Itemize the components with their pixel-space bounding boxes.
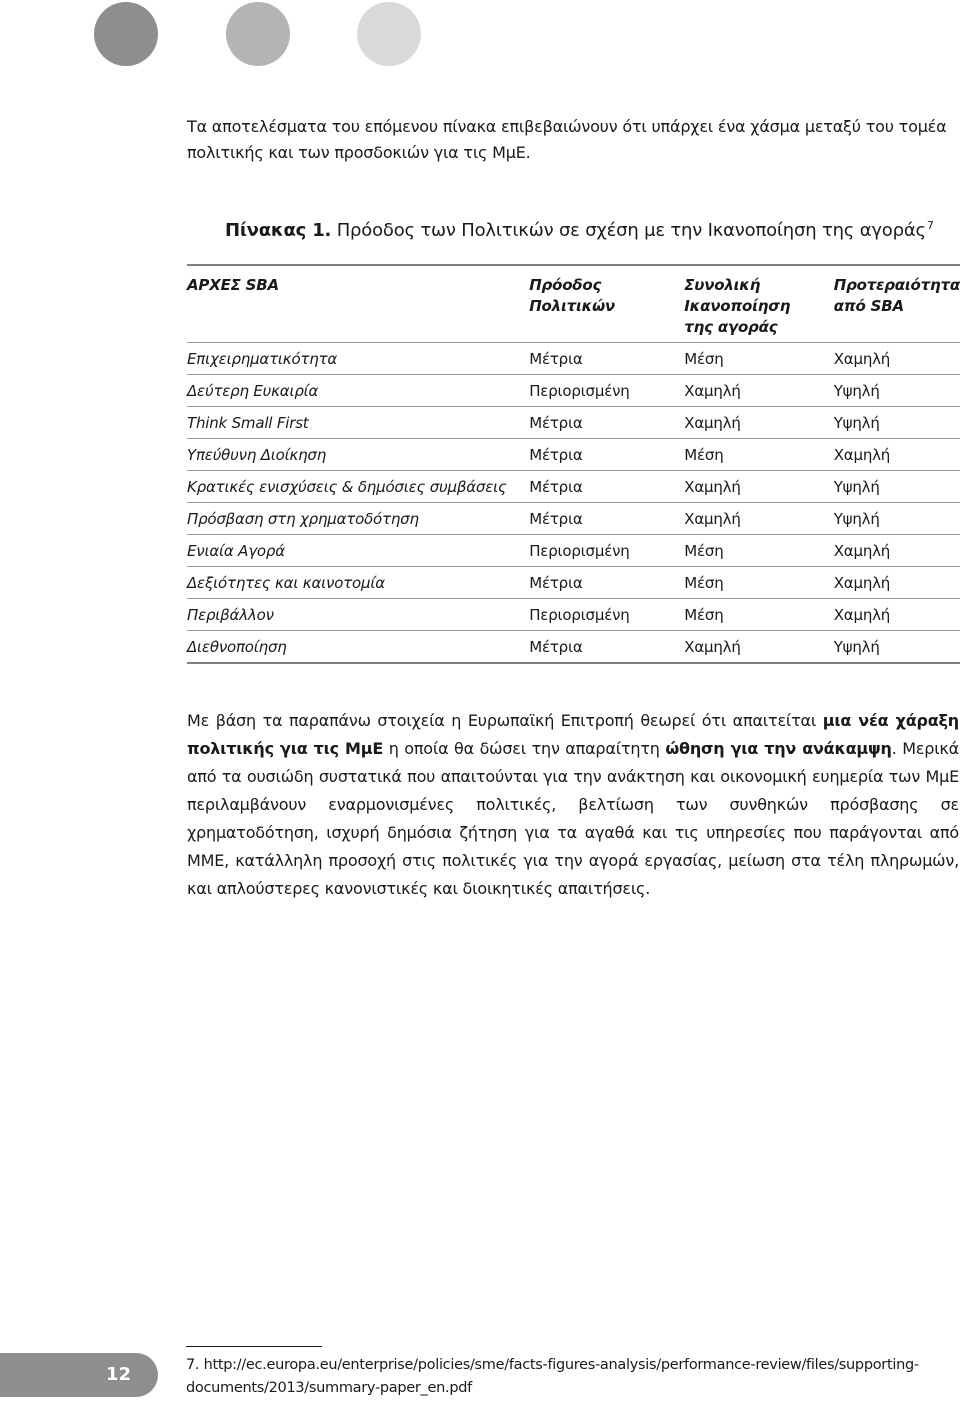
cell-sba-priority: Υψηλή bbox=[833, 509, 880, 528]
cell-sba-principle: Περιβάλλον bbox=[187, 605, 274, 624]
header-line: από SBA bbox=[833, 297, 904, 315]
table-row bbox=[187, 471, 960, 503]
footnote-divider bbox=[186, 1346, 322, 1347]
cell-sba-principle: Δεύτερη Ευκαιρία bbox=[187, 381, 319, 400]
header-line: Πρόοδος bbox=[529, 276, 602, 294]
table-row bbox=[187, 439, 960, 471]
cell-policy-progress: Μέτρια bbox=[529, 477, 583, 496]
footnote-number: 7. bbox=[186, 1357, 200, 1373]
cell-sba-priority: Χαμηλή bbox=[833, 573, 891, 592]
cell-sba-principle: Πρόσβαση στη χρηματοδότηση bbox=[187, 509, 419, 528]
cell-market-satisfaction: Μέση bbox=[684, 573, 724, 592]
table-body bbox=[187, 343, 960, 664]
cell-sba-priority: Υψηλή bbox=[833, 477, 880, 496]
sba-progress-table bbox=[187, 264, 960, 664]
header-market-satisfaction bbox=[684, 265, 833, 343]
page-number-tab bbox=[0, 1353, 158, 1397]
body-text-part: η οποία θα δώσει την απαραίτητη bbox=[383, 739, 666, 758]
header-line: ΑΡΧΕΣ SBA bbox=[187, 276, 279, 294]
intro-paragraph: Τα αποτελέσματα του επόμενου πίνακα επιβεβαιώνουν ότι υπάρχει ένα χάσμα μεταξύ του τομέα πολιτικής και των προσδοκιών για τις ΜμΕ. bbox=[187, 117, 947, 162]
table-row bbox=[187, 343, 960, 375]
cell-market-satisfaction: Μέση bbox=[684, 445, 724, 464]
header-sba-priority bbox=[834, 265, 960, 343]
table-row bbox=[187, 535, 960, 567]
footnote bbox=[186, 1354, 960, 1400]
body-emphasis-recovery-boost: ώθηση για την ανάκαμψη bbox=[665, 739, 892, 758]
cell-sba-priority: Χαμηλή bbox=[833, 605, 891, 624]
body-emphasis-new-policy: μια νέα χάραξη πολιτικής για τις ΜμΕ bbox=[187, 711, 959, 758]
cell-market-satisfaction: Χαμηλή bbox=[684, 477, 741, 496]
cell-policy-progress: Μέτρια bbox=[529, 349, 583, 368]
cell-policy-progress: Περιορισμένη bbox=[529, 541, 630, 560]
header-line: της αγοράς bbox=[684, 318, 778, 336]
cell-policy-progress: Μέτρια bbox=[529, 445, 583, 464]
cell-market-satisfaction: Χαμηλή bbox=[684, 413, 741, 432]
cell-sba-principle: Ενιαία Αγορά bbox=[187, 541, 285, 560]
cell-policy-progress: Μέτρια bbox=[529, 637, 583, 656]
cell-sba-principle: Υπεύθυνη Διοίκηση bbox=[187, 445, 327, 464]
cell-market-satisfaction: Μέση bbox=[684, 605, 724, 624]
cell-market-satisfaction: Μέση bbox=[684, 541, 724, 560]
cell-sba-priority: Υψηλή bbox=[833, 381, 880, 400]
cell-sba-principle: Think Small First bbox=[187, 413, 309, 432]
table-header-row bbox=[187, 265, 960, 343]
table-row bbox=[187, 599, 960, 631]
cell-sba-principle: Κρατικές ενισχύσεις & δημόσιες συμβάσεις bbox=[187, 477, 507, 496]
cell-sba-priority: Χαμηλή bbox=[833, 349, 891, 368]
footnote-reference[interactable]: 7 bbox=[926, 219, 934, 232]
cell-market-satisfaction: Χαμηλή bbox=[684, 509, 741, 528]
cell-policy-progress: Περιορισμένη bbox=[529, 605, 630, 624]
header-line: Συνολική bbox=[684, 276, 761, 294]
header-sba-principles bbox=[187, 265, 529, 343]
table-row bbox=[187, 407, 960, 439]
body-paragraph bbox=[187, 707, 959, 903]
decorative-circle-medium bbox=[226, 2, 290, 66]
cell-sba-principle: Διεθνοποίηση bbox=[187, 637, 287, 656]
cell-sba-priority: Υψηλή bbox=[833, 637, 880, 656]
footnote-link[interactable]: http://ec.europa.eu/enterprise/policies/sme/facts-figures-analysis/performance-review/files/supporting-documents/2013/summary-paper_en.pdf bbox=[186, 1357, 919, 1396]
cell-sba-priority: Χαμηλή bbox=[833, 541, 891, 560]
table-row bbox=[187, 375, 960, 407]
cell-market-satisfaction: Χαμηλή bbox=[684, 637, 741, 656]
cell-sba-priority: Χαμηλή bbox=[833, 445, 891, 464]
header-line: Ικανοποίηση bbox=[684, 297, 791, 315]
cell-policy-progress: Μέτρια bbox=[529, 509, 583, 528]
header-line: Πολιτικών bbox=[529, 297, 615, 315]
cell-policy-progress: Μέτρια bbox=[529, 413, 583, 432]
table-row bbox=[187, 503, 960, 535]
table-row bbox=[187, 567, 960, 599]
cell-policy-progress: Μέτρια bbox=[529, 573, 583, 592]
page-number: 12 bbox=[105, 1364, 131, 1385]
cell-policy-progress: Περιορισμένη bbox=[529, 381, 630, 400]
body-text-part: . Μερικά από τα ουσιώδη συστατικά που απαιτούνται για την ανάκτηση και οικονομική ευημερία των ΜμΕ περιλαμβάνουν εναρμονισμένες πολιτικές, βελτίωση των συνθηκών πρόσβασης σε χρηματοδότηση, ισχυρή δημόσια ζήτηση για τα αγαθά και τις υπηρεσίες που παράγονται από ΜΜΕ, κατάλληλη προσοχή στις πολιτικές για την αγορά εργασίας, μείωση στα τέλη πληρωμών, και απλούστερες κανονιστικές και διοικητικές απαιτήσεις. bbox=[187, 739, 960, 898]
decorative-circle-light bbox=[357, 2, 421, 66]
table-caption-label: Πίνακας 1. bbox=[225, 220, 332, 241]
decorative-circle-dark bbox=[94, 2, 158, 66]
cell-sba-principle: Δεξιότητες και καινοτομία bbox=[187, 573, 385, 592]
table-caption-text: Πρόοδος των Πολιτικών σε σχέση με την Ικανοποίηση της αγοράς bbox=[336, 220, 926, 241]
header-policy-progress bbox=[529, 265, 684, 343]
cell-sba-priority: Υψηλή bbox=[833, 413, 880, 432]
table-row bbox=[187, 631, 960, 664]
cell-market-satisfaction: Χαμηλή bbox=[684, 381, 741, 400]
cell-sba-principle: Επιχειρηματικότητα bbox=[187, 349, 338, 368]
table-caption bbox=[225, 214, 934, 243]
cell-market-satisfaction: Μέση bbox=[684, 349, 724, 368]
body-text-part: Με βάση τα παραπάνω στοιχεία η Ευρωπαϊκή Επιτροπή θεωρεί ότι απαιτείται bbox=[187, 711, 823, 730]
header-line: Προτεραιότητα bbox=[833, 276, 960, 294]
